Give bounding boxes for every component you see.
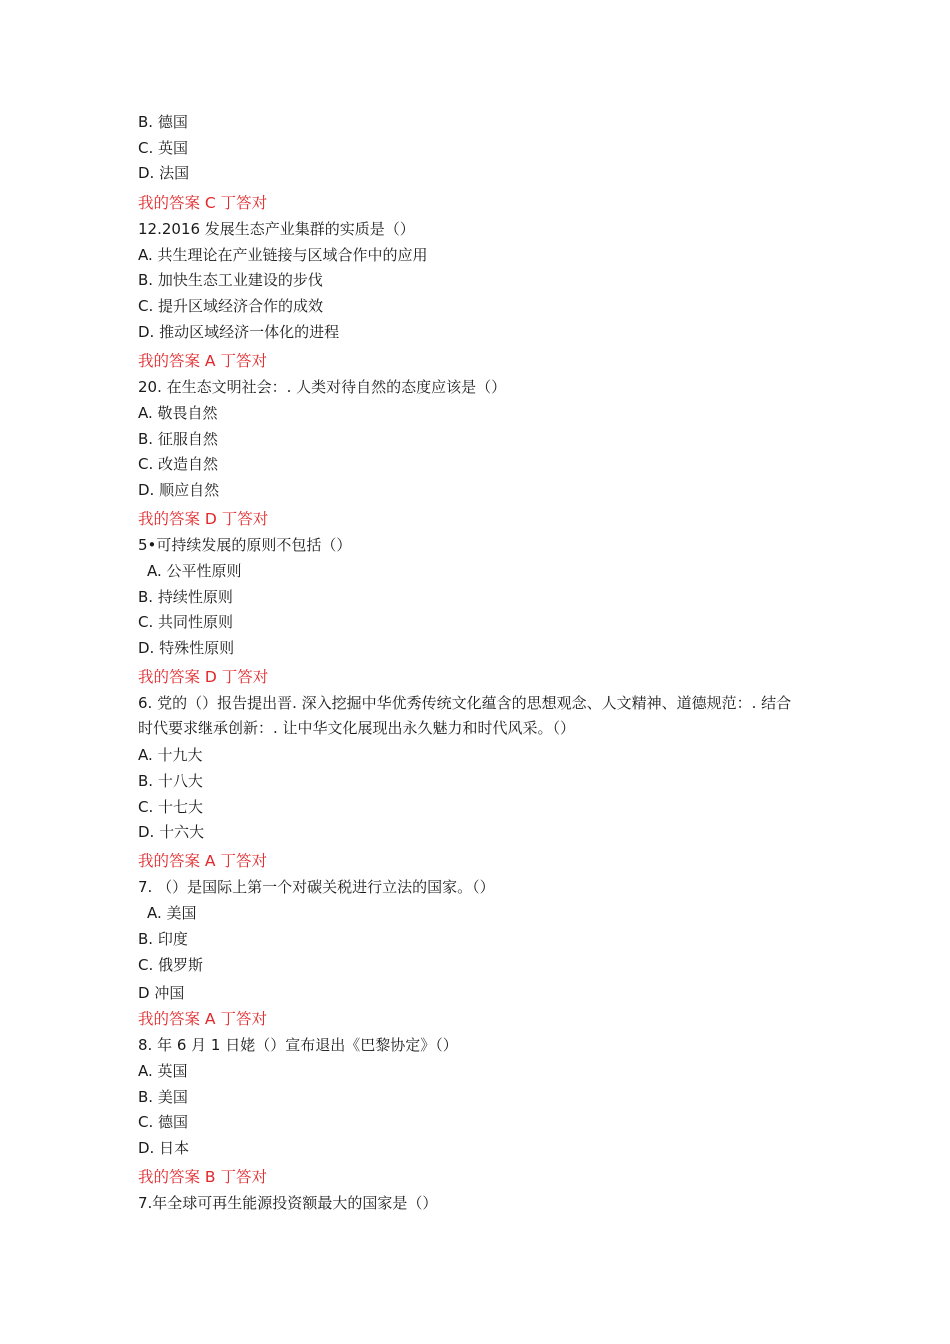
question-line: 7. （）是国际上第一个对碳关税进行立法的国家。（） xyxy=(138,878,495,896)
option-line: C. 共同性原则 xyxy=(138,613,234,631)
option-line: B. 美国 xyxy=(138,1088,188,1106)
question-line: 5•可持续发展的原则不包括（） xyxy=(138,536,352,554)
option-line: C. 十七大 xyxy=(138,798,204,816)
option-line: B. 征服自然 xyxy=(138,430,218,448)
option-line: C. 提升区域经济合作的成效 xyxy=(138,297,324,315)
option-line: A. 共生理论在产业链接与区域合作中的应用 xyxy=(138,246,428,264)
question-line: 20. 在生态文明社会：. 人类对待自然的态度应该是（） xyxy=(138,378,507,396)
question-line: 8. 年 6 月 1 日姥（）宣布退出《巴黎协定》（） xyxy=(138,1036,458,1054)
option-line: C. 改造自然 xyxy=(138,455,219,473)
option-line: D. 十六大 xyxy=(138,823,205,841)
option-line: D. 日本 xyxy=(138,1139,190,1157)
option-line: D. 推动区域经济一体化的进程 xyxy=(138,323,340,341)
option-line: A. 敬畏自然 xyxy=(138,404,218,422)
question-line: 7.年全球可再生能源投资额最大的国家是（） xyxy=(138,1194,438,1212)
option-line: C. 英国 xyxy=(138,139,189,157)
question-line: 6. 党的（）报告提出晋. 深入挖掘中华优秀传统文化蕴含的思想观念、人文精神、道德规范：. 结合时代要求继承创新：. 让中华文化展现出永久魅力和时代风采。（） xyxy=(138,694,792,737)
option-line: C. 德国 xyxy=(138,1113,189,1131)
option-line: D 冲国 xyxy=(138,984,185,1002)
answer-line: 我的答案 D 丁答对 xyxy=(138,510,269,528)
option-line: D. 法国 xyxy=(138,164,190,182)
option-line: A. 十九大 xyxy=(138,746,203,764)
answer-line: 我的答案 A 丁答对 xyxy=(138,352,267,370)
option-line: B. 加快生态工业建设的步伐 xyxy=(138,271,323,289)
option-line: A. 美国 xyxy=(147,904,197,922)
question-line: 12.2016 发展生态产业集群的实质是（） xyxy=(138,220,415,238)
option-line: D. 顺应自然 xyxy=(138,481,220,499)
answer-line: 我的答案 C 丁答对 xyxy=(138,194,268,212)
option-line: A. 英国 xyxy=(138,1062,188,1080)
answer-line: 我的答案 B 丁答对 xyxy=(138,1168,267,1186)
option-line: B. 持续性原则 xyxy=(138,588,233,606)
answer-line: 我的答案 A 丁答对 xyxy=(138,1010,267,1028)
answer-line: 我的答案 D 丁答对 xyxy=(138,668,269,686)
answer-line: 我的答案 A 丁答对 xyxy=(138,852,267,870)
option-line: D. 特殊性原则 xyxy=(138,639,235,657)
option-line: C. 俄罗斯 xyxy=(138,956,204,974)
option-line: B. 印度 xyxy=(138,930,188,948)
option-line: B. 德国 xyxy=(138,113,188,131)
option-line: A. 公平性原则 xyxy=(147,562,242,580)
option-line: B. 十八大 xyxy=(138,772,203,790)
